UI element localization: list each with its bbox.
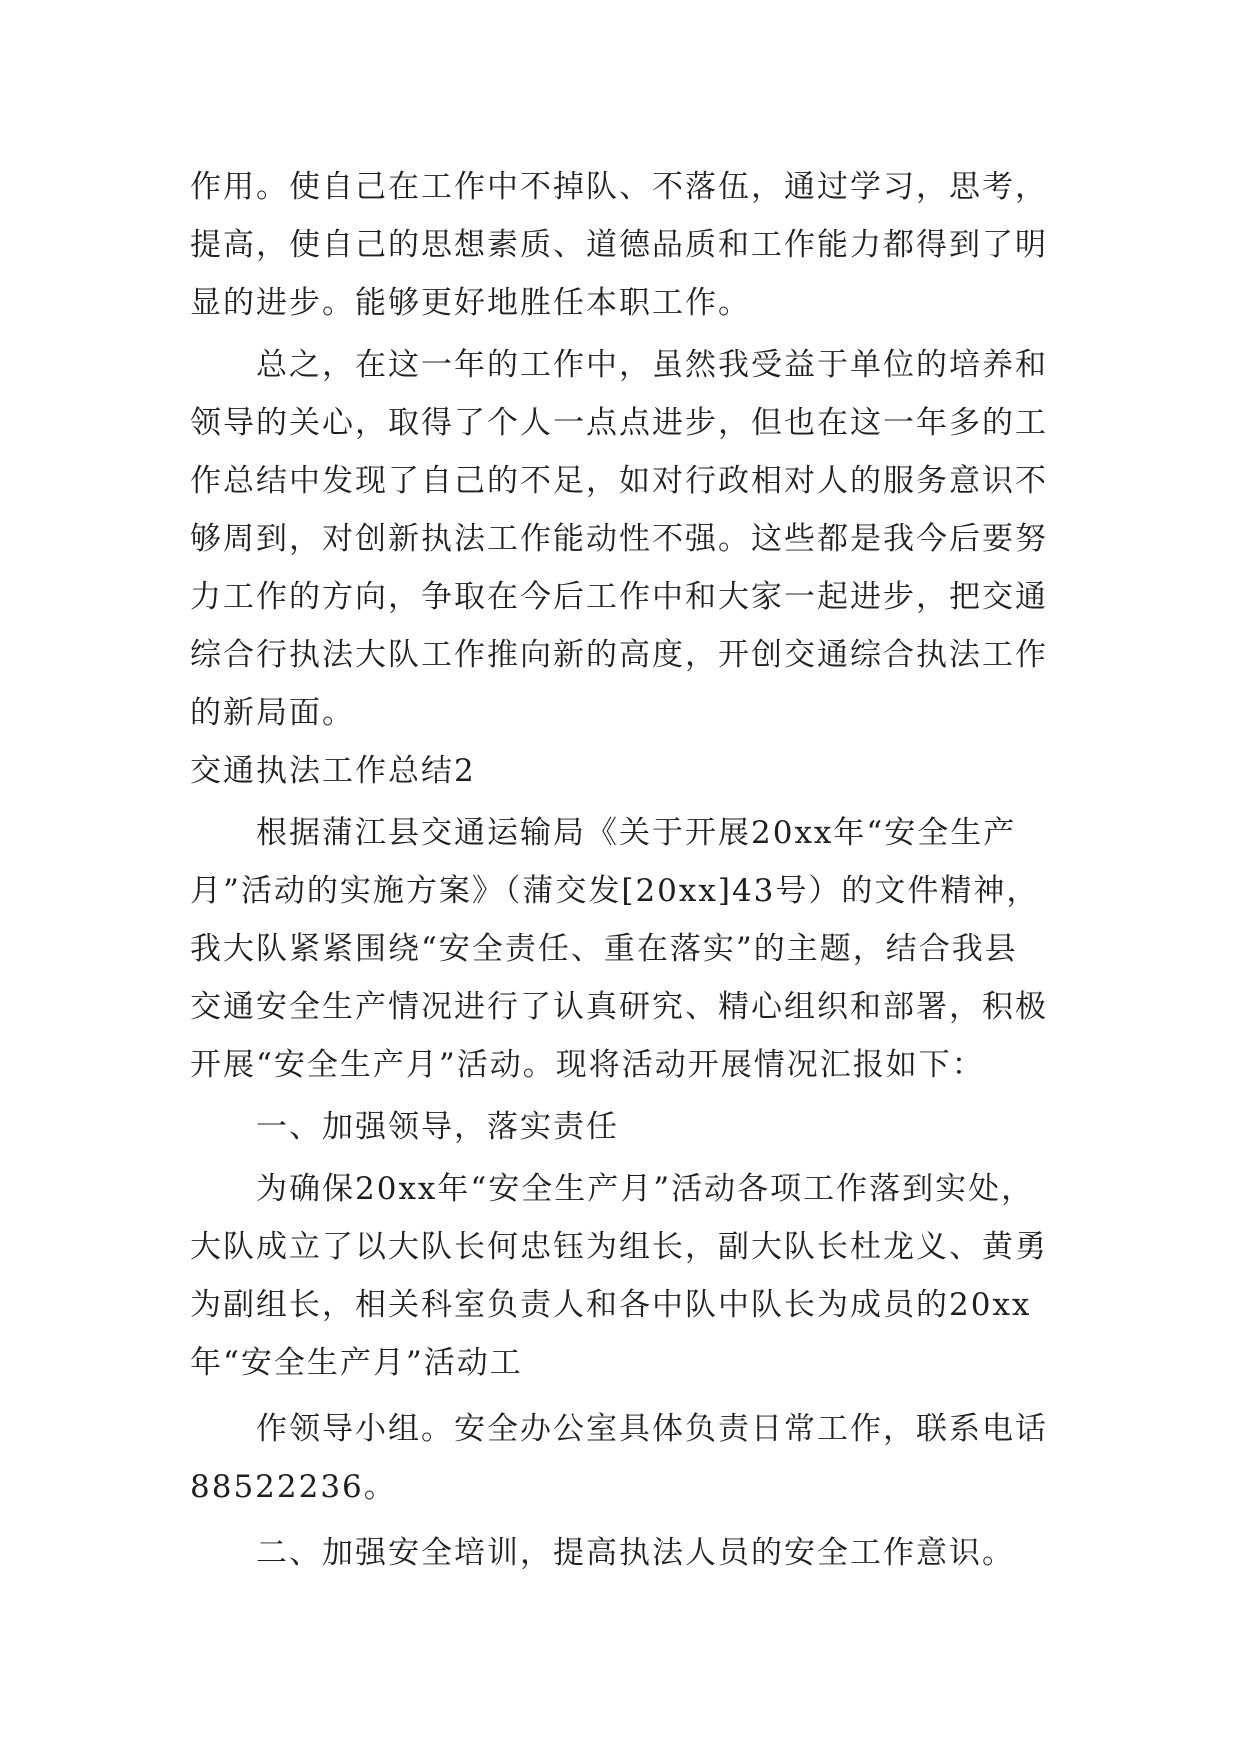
paragraph-line: 年“安全生产月”活动工: [190, 1345, 523, 1381]
subheading: [190, 1524, 1070, 1582]
paragraph: [190, 804, 1070, 1094]
paragraph-line: 为确保20xx年“安全生产月”活动各项工作落到实处，: [256, 1171, 1035, 1207]
subheading-text: 一、加强领导，落实责任: [256, 1109, 619, 1145]
paragraph: [190, 1400, 1070, 1516]
paragraph-line: 为副组长，相关科室负责人和各中队中队长为成员的20xx: [190, 1287, 1032, 1323]
paragraph-line: 提高，使自己的思想素质、道德品质和工作能力都得到了明: [190, 227, 1048, 263]
paragraph-line: 领导的关心，取得了个人一点点进步，但也在这一年多的工: [190, 405, 1048, 441]
paragraph: [190, 1160, 1070, 1392]
paragraph: [190, 158, 1070, 332]
paragraph-line: 够周到，对创新执法工作能动性不强。这些都是我今后要努: [190, 521, 1048, 557]
paragraph-line: 力工作的方向，争取在今后工作中和大家一起进步，把交通: [190, 579, 1048, 615]
paragraph-line: 交通安全生产情况进行了认真研究、精心组织和部署，积极: [190, 989, 1048, 1025]
paragraph-line: 月”活动的实施方案》（蒲交发[20xx]43号）的文件精神，: [190, 873, 1040, 909]
section-title: [190, 742, 1070, 800]
paragraph-line: 综合行执法大队工作推向新的高度，开创交通综合执法工作: [190, 637, 1048, 673]
paragraph-line: 88522236。: [190, 1469, 397, 1505]
subheading: [190, 1098, 1070, 1156]
paragraph-line: 我大队紧紧围绕“安全责任、重在落实”的主题，结合我县: [190, 931, 1018, 967]
subheading-text: 二、加强安全培训，提高执法人员的安全工作意识。: [256, 1535, 1015, 1571]
paragraph-line: 开展“安全生产月”活动。现将活动开展情况汇报如下：: [190, 1047, 985, 1083]
document-body: [190, 158, 1070, 1582]
paragraph-line: 作领导小组。安全办公室具体负责日常工作，联系电话: [256, 1411, 1048, 1447]
paragraph-line: 的新局面。: [190, 695, 355, 731]
paragraph-line: 大队成立了以大队长何忠钰为组长，副大队长杜龙义、黄勇: [190, 1229, 1048, 1265]
paragraph: [190, 336, 1070, 742]
paragraph-line: 显的进步。能够更好地胜任本职工作。: [190, 285, 751, 321]
paragraph-line: 总之，在这一年的工作中，虽然我受益于单位的培养和: [256, 347, 1048, 383]
section-title-text: 交通执法工作总结2: [190, 753, 476, 789]
paragraph-line: 根据蒲江县交通运输局《关于开展20xx年“安全生产: [256, 815, 1017, 851]
paragraph-line: 作总结中发现了自己的不足，如对行政相对人的服务意识不: [190, 463, 1048, 499]
paragraph-line: 作用。使自己在工作中不掉队、不落伍，通过学习，思考，: [190, 169, 1048, 205]
